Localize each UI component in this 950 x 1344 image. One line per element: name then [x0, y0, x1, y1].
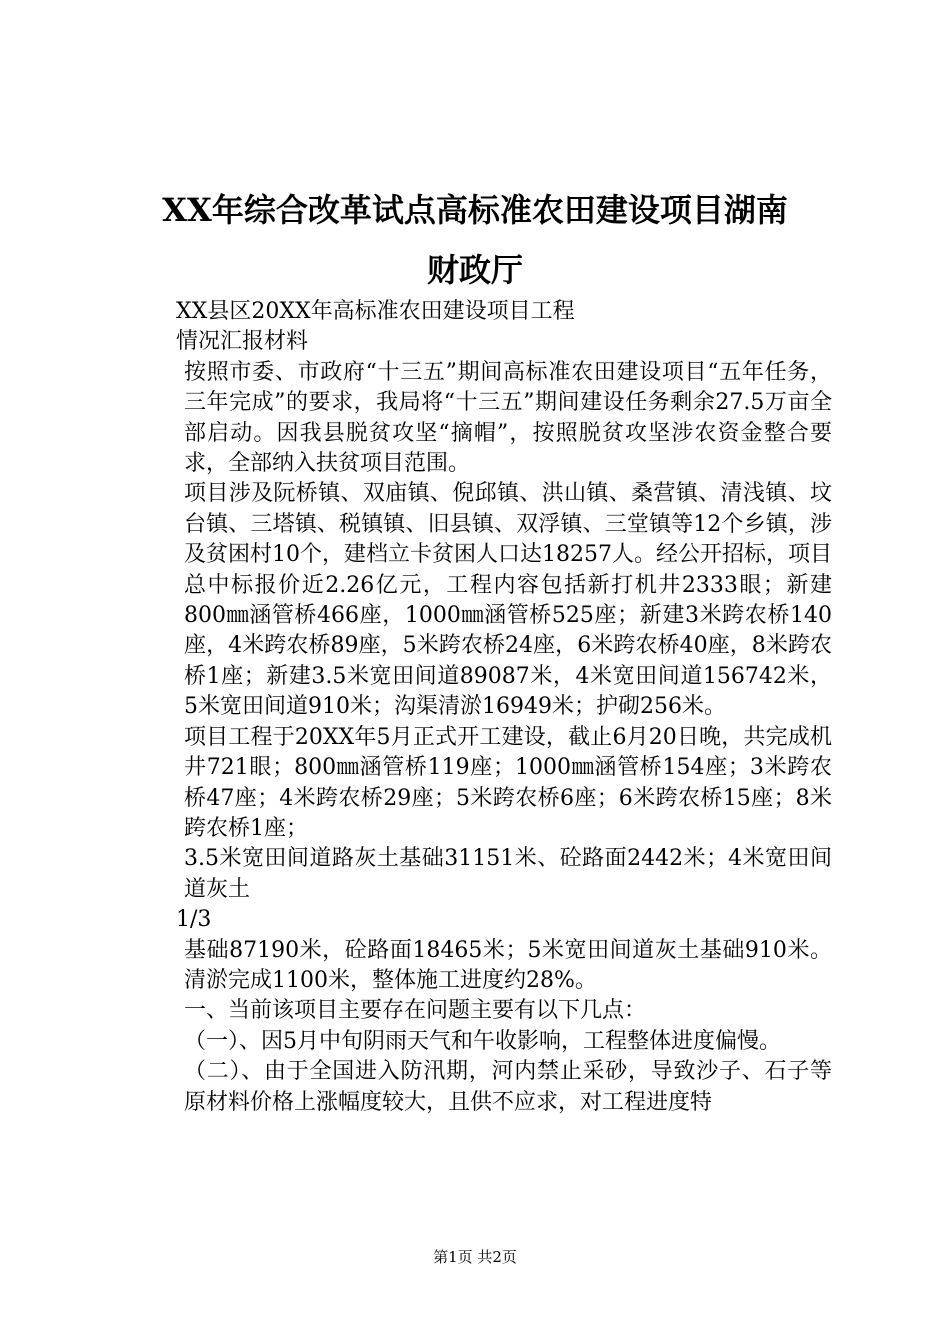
paragraph: 3.5米宽田间道路灰土基础31151米、砼路面2442米；4米宽田间道灰土: [184, 846, 832, 902]
paragraph: （一）、因5月中旬阴雨天气和午收影响，工程整体进度偏慢。: [184, 1028, 781, 1054]
paragraph-subtitle-line-2: 情况汇报材料: [176, 329, 309, 355]
paragraph-subtitle-line-1: XX县区20XX年高标准农田建设项目工程: [176, 299, 575, 324]
document-title-line-1: XX年综合改革试点高标准农田建设项目湖南: [162, 191, 788, 229]
paragraph: （二）、由于全国进入防汛期，河内禁止采砂，导致沙子、石子等原材料价格上涨幅度较大，且供不应求，对工程进度特: [184, 1059, 832, 1115]
document-title-line-2: 财政厅: [426, 251, 523, 289]
paragraph: 按照市委、市政府“十三五”期间高标准农田建设项目“五年任务，三年完成”的要求，我局将“十三五”期间建设任务剩余27.5万亩全部启动。因我县脱贫攻坚“摘帽”，按照脱贫攻坚涉农资金整合要求，全部纳入扶贫项目范围。: [184, 359, 832, 477]
paragraph: 项目工程于20XX年5月正式开工建设，截止6月20日晚，共完成机井721眼；800㎜涵管桥119座；1000㎜涵管桥154座；3米跨农桥47座；4米跨农桥29座；5米跨农桥6座；6米跨农桥15座；8米跨农桥1座；: [184, 724, 832, 841]
paragraph: 基础87190米，砼路面18465米；5米宽田间道灰土基础910米。清淤完成1100米，整体施工进度约28%。: [184, 937, 832, 993]
page-footer: 第1页 共2页: [433, 1248, 517, 1266]
inline-page-marker: 1/3: [176, 907, 212, 933]
paragraph: 项目涉及阮桥镇、双庙镇、倪邱镇、洪山镇、桑营镇、清浅镇、坟台镇、三塔镇、税镇镇、旧县镇、双浮镇、三堂镇等12个乡镇，涉及贫困村10个，建档立卡贫困人口达18257人。经公开招标，项目总中标报价近2.26亿元，工程内容包括新打机井2333眼；新建800㎜涵管桥466座，1000㎜涵管桥525座；新建3米跨农桥140座，4米跨农桥89座，5米跨农桥24座，6米跨农桥40座，8米跨农桥1座；新建3.5米宽田间道89087米，4米宽田间道156742米，5米宽田间道910米；沟渠清淤16949米；护砌256米。: [184, 481, 832, 720]
section-heading: 一、当前该项目主要存在问题主要有以下几点：: [184, 998, 647, 1024]
document-body: [128, 297, 832, 1118]
